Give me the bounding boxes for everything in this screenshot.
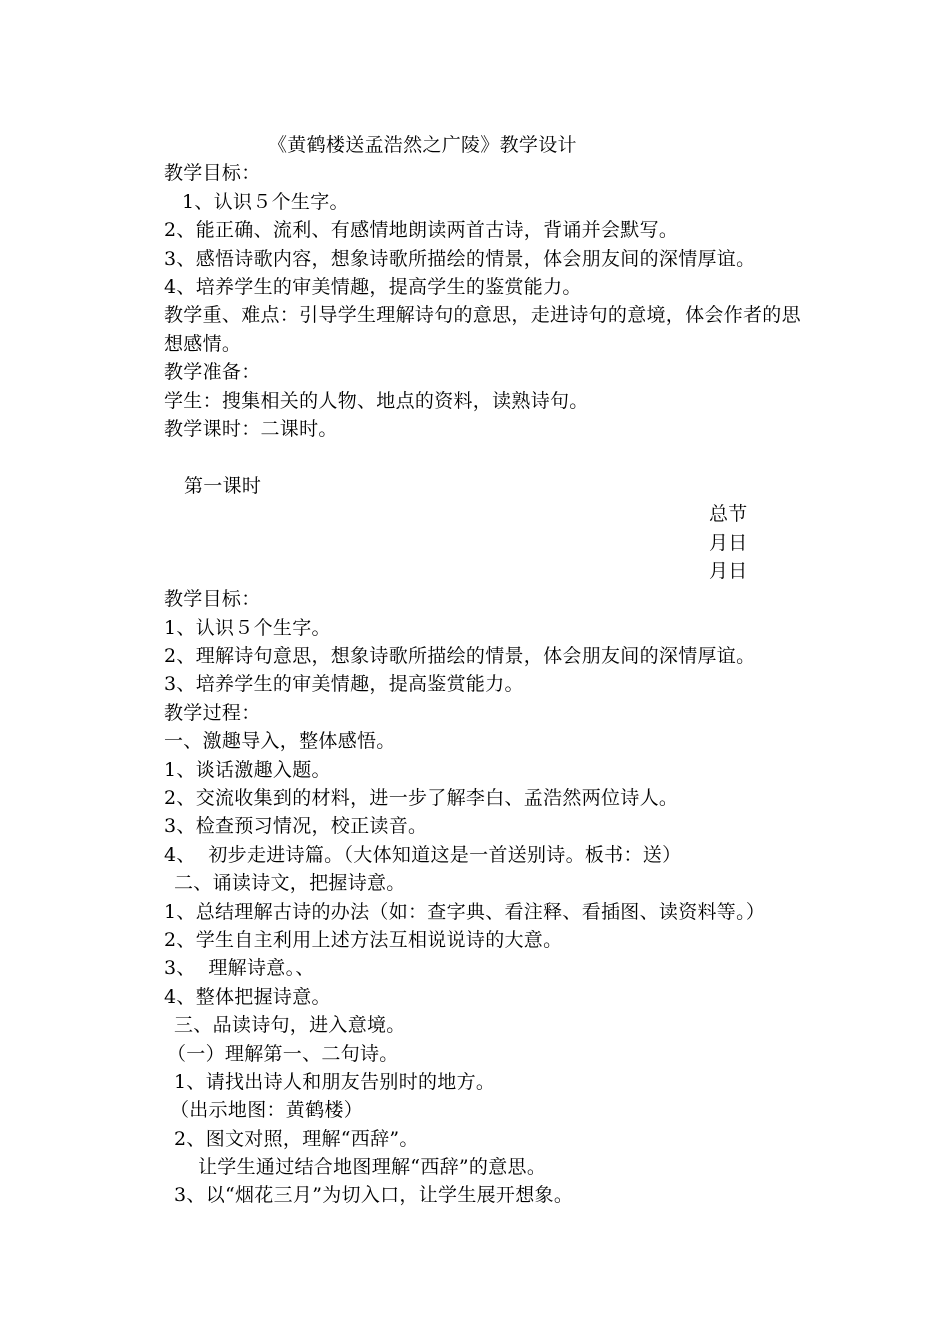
- lesson-meta-date: 月日: [709, 559, 748, 582]
- goal-item: 1、认识５个生字。: [182, 190, 349, 213]
- subsection-item: 2、图文对照，理解“西辞”。: [174, 1127, 419, 1150]
- spacer: [164, 443, 824, 471]
- lesson-goal-item: 3、培养学生的审美情趣，提高鉴赏能力。: [164, 673, 524, 696]
- goal-item: 4、培养学生的审美情趣，提高学生的鉴赏能力。: [164, 275, 582, 298]
- lesson-meta-date: 月日: [709, 531, 748, 554]
- subsection-item: 让学生通过结合地图理解“西辞”的意思。: [198, 1156, 547, 1179]
- section-item: 1、谈话激趣入题。: [164, 758, 331, 781]
- goal-item: 3、感悟诗歌内容，想象诗歌所描绘的情景，体会朋友间的深情厚谊。: [164, 247, 756, 270]
- subsection-item: 1、请找出诗人和朋友告别时的地方。: [174, 1070, 496, 1093]
- key-points: 教学重、难点：引导学生理解诗句的意思，走进诗句的意境，体会作者的思想感情。: [164, 304, 801, 355]
- goals-heading: 教学目标：: [164, 162, 261, 185]
- lesson-goal-item: 2、理解诗句意思，想象诗歌所描绘的情景，体会朋友间的深情厚谊。: [164, 645, 756, 668]
- document-body: [164, 131, 824, 1210]
- goal-item: 2、能正确、流利、有感情地朗读两首古诗，背诵并会默写。: [164, 219, 679, 242]
- subsection-item: （出示地图：黄鹤楼）: [170, 1099, 364, 1122]
- section-heading: 一、激趣导入，整体感悟。: [164, 730, 396, 753]
- section-item: 2、学生自主利用上述方法互相说说诗的大意。: [164, 928, 563, 951]
- lesson-goal-item: 1、认识５个生字。: [164, 616, 331, 639]
- prep-text: 学生：搜集相关的人物、地点的资料，读熟诗句。: [164, 389, 589, 412]
- section-item: 1、总结理解古诗的办法（如：查字典、看注释、看插图、读资料等。）: [164, 900, 766, 923]
- lesson-heading: 第一课时: [184, 474, 262, 497]
- subsection-item: 3、以“烟花三月”为切入口，让学生展开想象。: [174, 1184, 574, 1207]
- section-item: 3、检查预习情况，校正读音。: [164, 815, 428, 838]
- class-hours: 教学课时：二课时。: [164, 417, 338, 440]
- section-item: 3、 理解诗意。、: [164, 957, 315, 980]
- lesson-meta-total: 总节: [709, 503, 748, 526]
- process-heading: 教学过程：: [164, 701, 261, 724]
- subsection-heading: （一）理解第一、二句诗。: [167, 1042, 399, 1065]
- section-item: 4、整体把握诗意。: [164, 985, 331, 1008]
- document-title: 《黄鹤楼送孟浩然之广陵》教学设计: [268, 134, 577, 156]
- section-item: 2、交流收集到的材料，进一步了解李白、孟浩然两位诗人。: [164, 787, 679, 810]
- section-heading: 三、品读诗句，进入意境。: [174, 1014, 406, 1037]
- prep-heading: 教学准备：: [164, 361, 261, 384]
- lesson-goals-heading: 教学目标：: [164, 588, 261, 611]
- section-heading: 二、诵读诗文，把握诗意。: [174, 872, 406, 895]
- section-item: 4、 初步走进诗篇。（大体知道这是一首送别诗。板书：送）: [164, 843, 682, 866]
